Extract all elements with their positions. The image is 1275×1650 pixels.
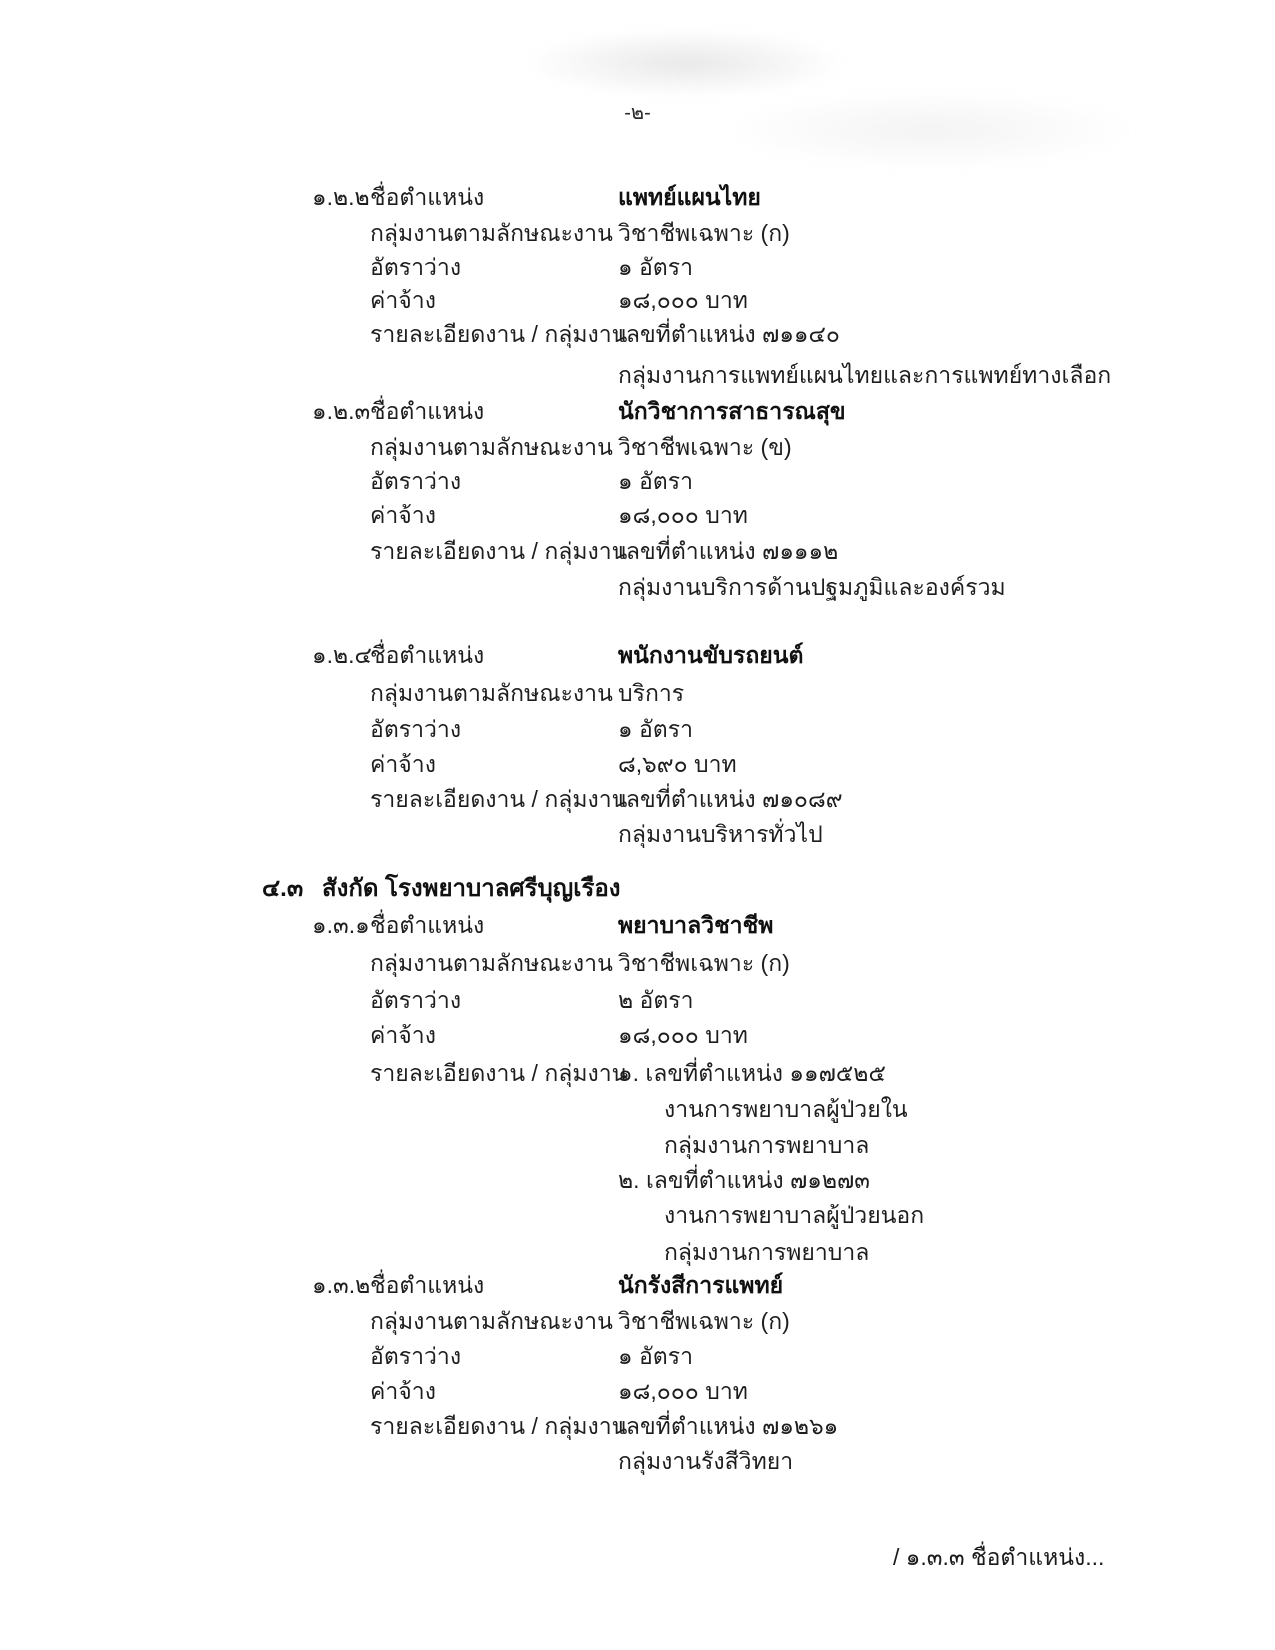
position-name-label: ชื่อตำแหน่ง [370, 184, 485, 210]
vacancy-label: อัตราว่าง [370, 987, 462, 1013]
wage-value: ๑๘,๐๐๐ บาท [618, 287, 748, 313]
wage-value: ๑๘,๐๐๐ บาท [618, 1022, 748, 1048]
vacancy-value: ๒ อัตรา [618, 987, 694, 1013]
position-1-3-1-title-row [0, 908, 1275, 946]
details-label: รายละเอียดงาน / กลุ่มงาน [370, 1413, 628, 1439]
wage-label: ค่าจ้าง [370, 1378, 436, 1404]
wage-label: ค่าจ้าง [370, 1022, 436, 1048]
details-row [0, 1163, 1275, 1201]
work-group-value: บริการ [618, 680, 685, 706]
vacancy-row [0, 464, 1275, 502]
details-row [0, 782, 1275, 820]
details-line: งานการพยาบาลผู้ป่วยนอก [664, 1202, 925, 1228]
position-1-2-4-title-row [0, 638, 1275, 676]
section-number: ๑.๓.๒ [312, 1272, 371, 1298]
work-group-row [0, 430, 1275, 468]
vacancy-row [0, 1339, 1275, 1377]
wage-label: ค่าจ้าง [370, 287, 436, 313]
section-number: ๑.๒.๒ [312, 184, 370, 210]
position-name-label: ชื่อตำแหน่ง [370, 912, 485, 938]
details-line: งานการพยาบาลผู้ป่วยใน [664, 1096, 908, 1122]
section-number: ๑.๓.๑ [312, 912, 370, 938]
details-line: กลุ่มงานบริหารทั่วไป [618, 821, 823, 847]
page-number: -๒- [624, 102, 651, 124]
heading-text: สังกัด โรงพยาบาลศรีบุญเรือง [322, 875, 621, 902]
heading-number: ๔.๓ [262, 875, 304, 902]
wage-value: ๑๘,๐๐๐ บาท [618, 1378, 748, 1404]
work-group-value: วิชาชีพเฉพาะ (ก) [618, 220, 790, 246]
work-group-value: วิชาชีพเฉพาะ (ข) [618, 434, 792, 460]
wage-row [0, 1018, 1275, 1056]
details-line: กลุ่มงานรังสีวิทยา [618, 1448, 794, 1474]
details-line: เลขที่ตำแหน่ง ๗๑๒๖๑ [618, 1413, 839, 1439]
details-line: เลขที่ตำแหน่ง ๗๑๑๑๒ [618, 538, 839, 564]
details-row [0, 1198, 1275, 1236]
position-title: นักรังสีการแพทย์ [618, 1272, 784, 1298]
details-label: รายละเอียดงาน / กลุ่มงาน [370, 321, 628, 347]
wage-label: ค่าจ้าง [370, 751, 436, 777]
details-line: เลขที่ตำแหน่ง ๗๑๑๔๐ [618, 321, 840, 347]
details-line: ๒. เลขที่ตำแหน่ง ๗๑๒๗๓ [618, 1167, 871, 1193]
wage-row [0, 1374, 1275, 1412]
position-title: พยาบาลวิชาชีพ [618, 912, 774, 938]
section-number: ๑.๒.๓ [312, 398, 371, 424]
details-row [0, 1056, 1275, 1094]
work-group-value: วิชาชีพเฉพาะ (ก) [618, 1308, 790, 1334]
work-group-value: วิชาชีพเฉพาะ (ก) [618, 950, 790, 976]
details-line: กลุ่มงานการพยาบาล [664, 1132, 870, 1158]
work-group-label: กลุ่มงานตามลักษณะงาน [370, 950, 613, 976]
work-group-row [0, 946, 1275, 984]
continuation-note: / ๑.๓.๓ ชื่อตำแหน่ง... [893, 1544, 1105, 1570]
work-group-label: กลุ่มงานตามลักษณะงาน [370, 220, 613, 246]
details-label: รายละเอียดงาน / กลุ่มงาน [370, 1060, 628, 1086]
details-label: รายละเอียดงาน / กลุ่มงาน [370, 538, 628, 564]
vacancy-label: อัตราว่าง [370, 716, 462, 742]
position-1-3-2-title-row [0, 1268, 1275, 1306]
details-line: ๑. เลขที่ตำแหน่ง ๑๑๗๕๒๕ [618, 1060, 886, 1086]
vacancy-value: ๑ อัตรา [618, 254, 694, 280]
work-group-label: กลุ่มงานตามลักษณะงาน [370, 1308, 613, 1334]
details-line: กลุ่มงานบริการด้านปฐมภูมิและองค์รวม [618, 574, 1006, 600]
wage-row [0, 283, 1275, 321]
vacancy-value: ๑ อัตรา [618, 1343, 694, 1369]
details-row [0, 1092, 1275, 1130]
vacancy-label: อัตราว่าง [370, 254, 462, 280]
details-row [0, 358, 1275, 396]
details-row [0, 1409, 1275, 1447]
vacancy-row [0, 712, 1275, 750]
work-group-label: กลุ่มงานตามลักษณะงาน [370, 680, 613, 706]
details-row [0, 1444, 1275, 1482]
scan-smudge [520, 28, 850, 98]
work-group-row [0, 1304, 1275, 1342]
position-1-2-2-title-row [0, 180, 1275, 218]
wage-value: ๘,๖๙๐ บาท [618, 751, 737, 777]
wage-row [0, 498, 1275, 536]
details-line: เลขที่ตำแหน่ง ๗๑๐๘๙ [618, 786, 843, 812]
work-group-row [0, 216, 1275, 254]
details-line: กลุ่มงานการพยาบาล [664, 1239, 870, 1265]
position-1-2-3-title-row [0, 394, 1275, 432]
vacancy-value: ๑ อัตรา [618, 468, 694, 494]
details-row [0, 1128, 1275, 1166]
position-title: แพทย์แผนไทย [618, 184, 761, 210]
wage-value: ๑๘,๐๐๐ บาท [618, 502, 748, 528]
work-group-row [0, 676, 1275, 714]
details-row [0, 570, 1275, 608]
section-number: ๑.๒.๔ [312, 642, 372, 668]
position-name-label: ชื่อตำแหน่ง [370, 398, 485, 424]
details-row [0, 317, 1275, 355]
wage-row [0, 747, 1275, 785]
vacancy-value: ๑ อัตรา [618, 716, 694, 742]
affiliation-heading [0, 868, 1275, 906]
vacancy-label: อัตราว่าง [370, 468, 462, 494]
work-group-label: กลุ่มงานตามลักษณะงาน [370, 434, 613, 460]
vacancy-label: อัตราว่าง [370, 1343, 462, 1369]
details-line: กลุ่มงานการแพทย์แผนไทยและการแพทย์ทางเลือก [618, 362, 1112, 388]
details-row [0, 534, 1275, 572]
wage-label: ค่าจ้าง [370, 502, 436, 528]
position-name-label: ชื่อตำแหน่ง [370, 1272, 485, 1298]
position-title: พนักงานขับรถยนต์ [618, 642, 804, 668]
position-name-label: ชื่อตำแหน่ง [370, 642, 485, 668]
position-title: นักวิชาการสาธารณสุข [618, 398, 846, 424]
vacancy-row [0, 983, 1275, 1021]
details-row [0, 817, 1275, 855]
details-label: รายละเอียดงาน / กลุ่มงาน [370, 786, 628, 812]
